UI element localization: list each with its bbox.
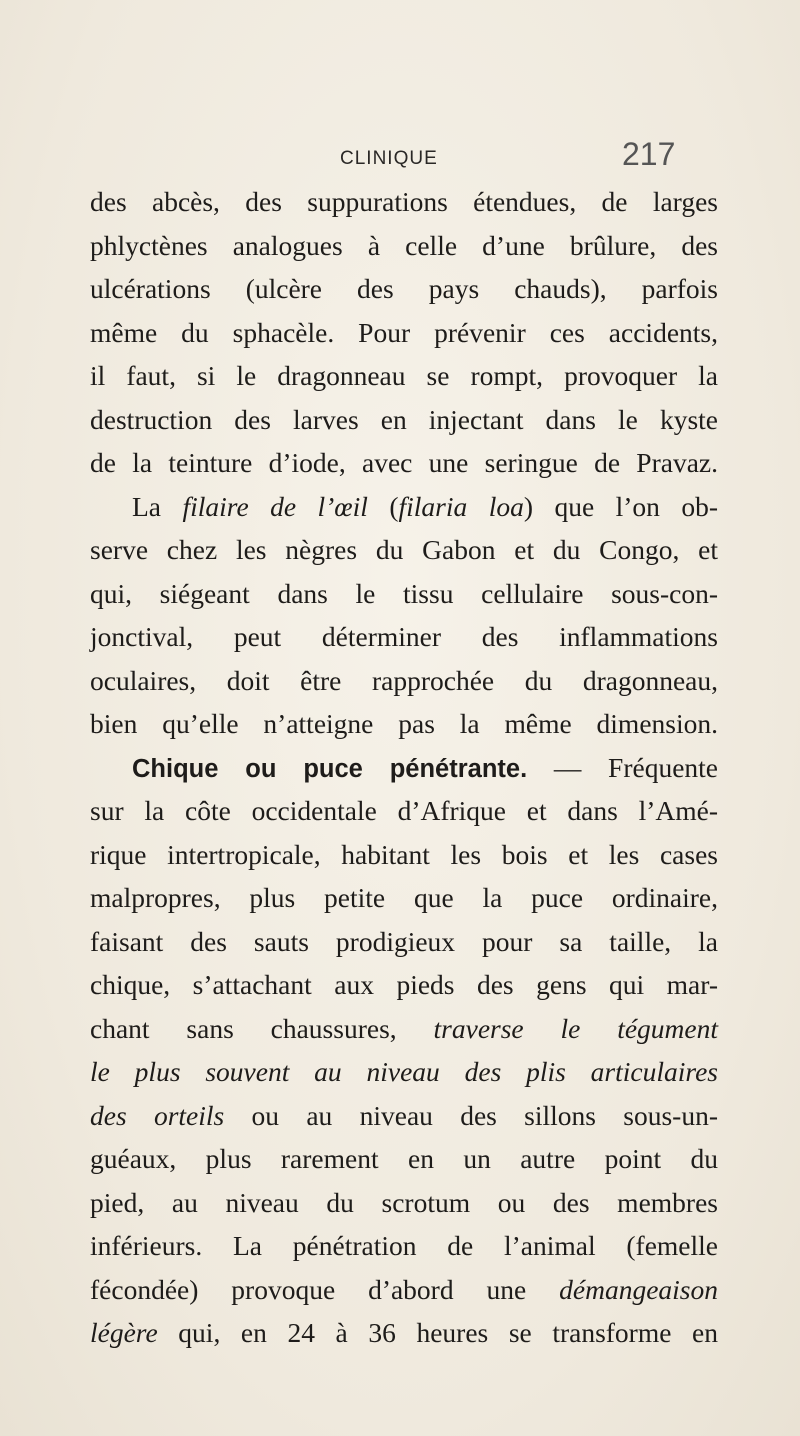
text-line: légère qui, en 24 à 36 heures se transforme en: [90, 1317, 718, 1348]
text-line: La filaire de l’œil (filaria loa) que l’on ob-: [132, 490, 718, 522]
text-line: phlyctènes analogues à celle d’une brûlure, des: [90, 229, 718, 261]
text-line: de la teinture d’iode, avec une seringue de Pravaz.: [90, 447, 718, 478]
text-line: rique intertropicale, habitant les bois et les cases: [90, 838, 718, 870]
text-line: des orteils ou au niveau des sillons sous-un-: [90, 1099, 718, 1131]
text-line: serve chez les nègres du Gabon et du Congo, et: [90, 534, 718, 565]
text-line: fécondée) provoque d’abord une démangeaison: [90, 1273, 718, 1305]
text-line: chant sans chaussures, traverse le tégument: [90, 1012, 719, 1044]
running-head: CLINIQUE: [340, 148, 438, 169]
text-line: il faut, si le dragonneau se rompt, provoquer la: [90, 360, 718, 391]
page-number: 217: [622, 136, 676, 172]
text-line: oculaires, doit être rapprochée du dragonneau,: [90, 664, 718, 696]
text-line: malpropres, plus petite que la puce ordinaire,: [90, 882, 718, 913]
text-line: sur la côte occidentale d’Afrique et dans l’Amé-: [90, 795, 718, 826]
body-text: [90, 180, 718, 1355]
text-line: le plus souvent au niveau des plis articulaires: [90, 1056, 718, 1087]
section-heading-line: Chique ou puce pénétrante. — Fréquente: [132, 751, 718, 783]
text-line: ulcérations (ulcère des pays chauds), parfois: [90, 273, 718, 304]
text-line: guéaux, plus rarement en un autre point du: [90, 1143, 718, 1174]
text-line: chique, s’attachant aux pieds des gens qui mar-: [90, 969, 718, 1000]
text-line: jonctival, peut déterminer des inflammations: [90, 621, 718, 652]
text-line: inférieurs. La pénétration de l’animal (femelle: [90, 1230, 718, 1261]
text-line: bien qu’elle n’atteigne pas la même dimension.: [90, 708, 718, 739]
text-line: qui, siégeant dans le tissu cellulaire sous-con-: [90, 577, 718, 609]
text-line: même du sphacèle. Pour prévenir ces accidents,: [90, 316, 718, 348]
text-line: faisant des sauts prodigieux pour sa taille, la: [90, 925, 718, 957]
text-line: destruction des larves en injectant dans le kyste: [90, 403, 718, 435]
section-heading: Chique ou puce pénétrante.: [132, 754, 528, 783]
text-line: pied, au niveau du scrotum ou des membres: [90, 1186, 718, 1218]
text-line: des abcès, des suppurations étendues, de larges: [90, 186, 718, 217]
